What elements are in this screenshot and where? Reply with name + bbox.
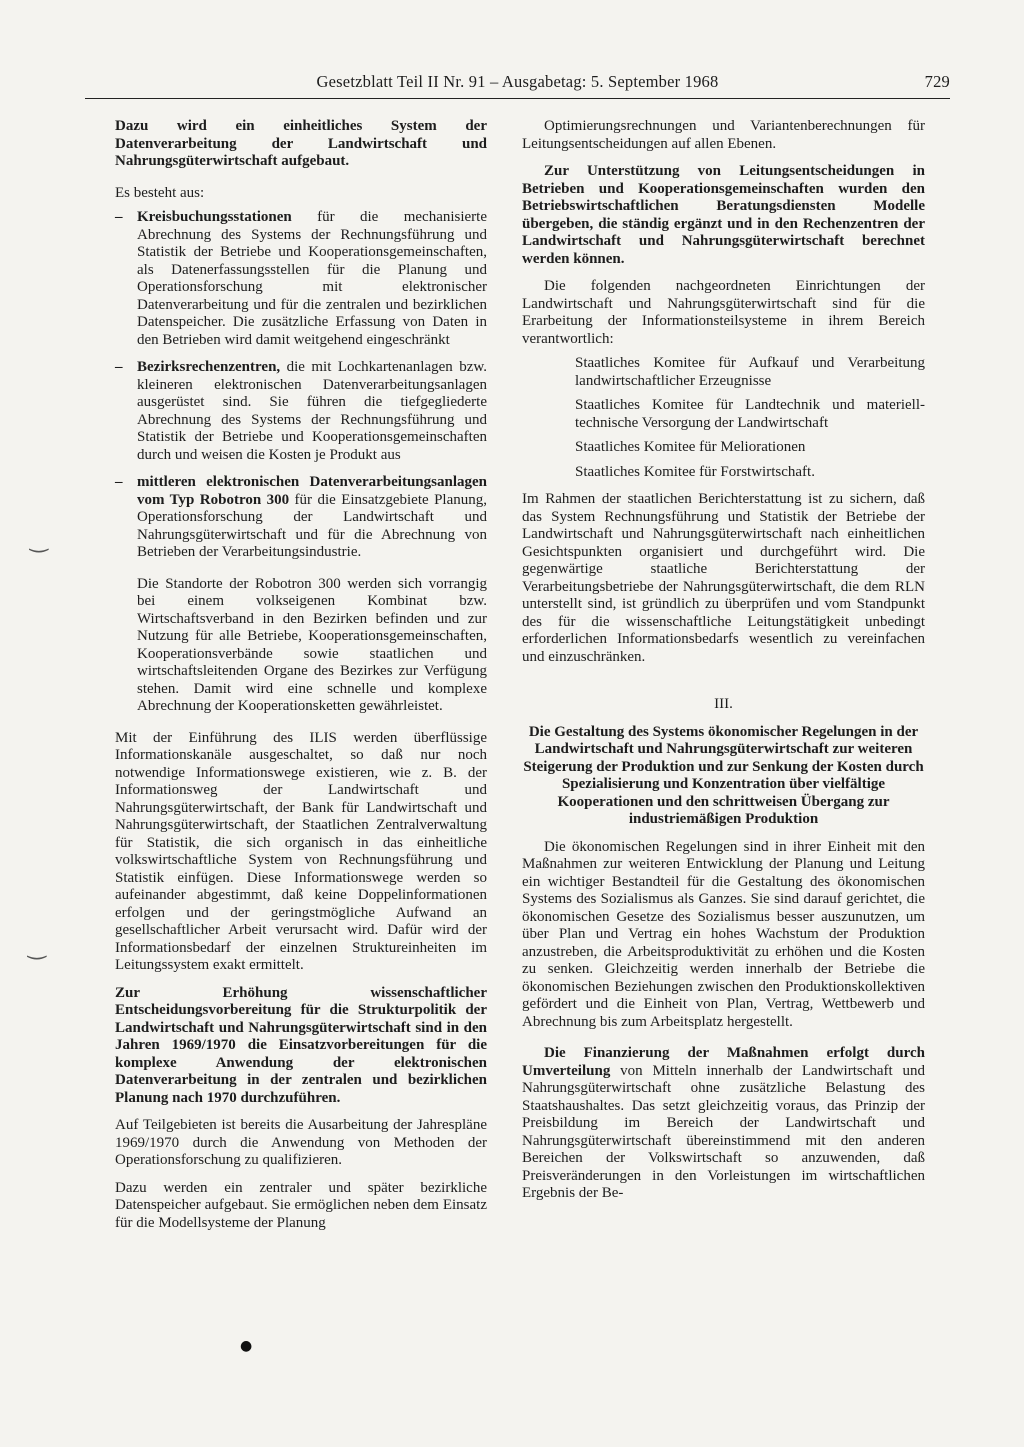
list-item: Staatliches Komitee für Landtechnik und materiell-technische Versorgung der Landwirtschaft (575, 397, 925, 431)
institutions-list (522, 355, 925, 481)
financing-paragraph (522, 1045, 925, 1203)
scan-dot: ● (240, 1338, 253, 1354)
decision-support-paragraph: Zur Unterstützung von Leitungsentscheidungen in Betrieben und Kooperationsgemeinschaften wurden den Betriebswirtschaftlichen Beratungsdiensten Modelle übergeben, die ständig ergänzt und in den Rechenzentren der Landwirtschaft und Nahrungsgüterwirtschaft berechnet werden können. (522, 163, 925, 267)
list-item (115, 359, 487, 464)
right-column (522, 118, 925, 1203)
robotron-paragraph: Die Standorte der Robotron 300 werden sich vorrangig bei einem volkseigenen Kombinat bzw. Wirtschaftsverband in den Bezirken befinden und zur Nutzung für alle Betriebe, Kooperationsgemeinschaften, Kooperationsverbände sowie staatlichen und wirtschaftsleitenden Organe des Bezirkes zur Verfügung stehen. Damit wird eine schnelle und komplexe Abrechnung der Kooperationsketten gewährleistet. (137, 575, 487, 714)
datenspeicher-paragraph: Dazu werden ein zentraler und später bezirkliche Datenspeicher aufgebaut. Sie ermöglichen neben dem Einsatz für die Modellsysteme der Planung (115, 1179, 487, 1231)
list-item (115, 209, 487, 349)
list-item (115, 474, 487, 562)
teilgebieten-paragraph: Auf Teilgebieten ist bereits die Ausarbeitung der Jahrespläne 1969/1970 durch die Anwendung von Methoden der Operationsforschung zu qualifizieren. (115, 1117, 487, 1168)
ilis-paragraph: Mit der Einführung des ILIS werden überflüssige Informationskanäle ausgeschaltet, so daß nur noch notwendige Informationswege existieren, wie z. B. der Informationsweg der Landwirtschaft und Nahrungsgüterwirtschaft, der Bank für Landwirtschaft und Nahrungsgüterwirtschaft, der Staatlichen Zentralverwaltung für Statistik, die sich organisch in das einheitliche volkswirtschaftliche System von Rechnungsführung und Statistik einfügen. Diese Informationswege werden so aufeinander abgestimmt, daß keine Doppelinformationen erfolgen und der geringstmögliche Aufwand an gesellschaftlicher Arbeit verursacht wird. Dafür wird der Informationsbedarf der einzelnen Struktureinheiten im Leitungssystem exakt ermittelt. (115, 729, 487, 973)
list-text: die mit Lochkartenanlagen bzw. kleineren elektronischen Datenverarbeitungsanlagen ausgerüstet sind. Sie führen die tiefgegliederte Abrechnung des Systems der Rechnungsführung und Statistik der Betriebe und Kooperationsgemeinschaften durch und weisen die Kosten je Produkt aus (137, 359, 487, 463)
list-text: für die Einsatzgebiete Planung, Operationsforschung der Landwirtschaft und Nahrungsgüterwirtschaft und für die Abrechnung von Betrieben der Verarbeitungsindustrie. (137, 491, 487, 560)
institutions-intro: Die folgenden nachgeordneten Einrichtungen der Landwirtschaft und Nahrungsgüterwirtschaft sind für die Erarbeitung der Informationsteilsysteme in ihrem Bereich verantwortlich: (522, 278, 925, 347)
list-text: für die mechanisierte Abrechnung des Systems der Rechnungsführung und Statistik der Betriebe und Kooperationsgemeinschaften, als Datenerfassungsstellen für die Planung und Operationsforschung mit elektronischer Datenverarbeitung und für die zentralen und bezirklichen Datenspeicher. Die zusätzliche Erfassung von Daten in den Betrieben wird damit weitgehend eingeschränkt (137, 209, 487, 348)
scan-mark: ‿ (30, 528, 48, 553)
list-term: Kreisbuchungsstationen (137, 209, 292, 225)
reporting-paragraph: Im Rahmen der staatlichen Berichterstattung ist zu sichern, daß das System Rechnungsführung und Statistik der Betriebe der Landwirtschaft und Nahrungsgüterwirtschaft nach einheitlichen Gesichtspunkten organisiert und durchgeführt wird. Die gegenwärtige staatliche Berichterstattung der Verarbeitungsbetriebe der Nahrungsgüterwirtschaft, die dem RLN unterstellt sind, ist gründlich zu überprüfen und vom Standpunkt des für die wissenschaftliche Leitungstätigkeit unbedingt erforderlichen Informationsbedarfs wesentlich zu vereinfachen und einzuschränken. (522, 491, 925, 665)
financing-bold: Die Finanzierung der Maßnahmen erfolgt durch Umverteilung (522, 1045, 925, 1079)
list-dash: – (115, 359, 123, 375)
consists-of-label: Es besteht aus: (115, 184, 205, 201)
section-heading: Die Gestaltung des Systems ökonomischer Regelungen in der Landwirtschaft und Nahrungsgüterwirtschaft zur weiteren Steigerung der Produktion und zur Senkung der Kosten durch Spezialisierung und Konzentration über vielfältige Kooperationen und den schrittweisen Übergang zur industriemäßigen Produktion (523, 723, 924, 827)
list-item: Staatliches Komitee für Forstwirtschaft. (575, 463, 815, 480)
section-number: III. (714, 696, 733, 712)
list-item: Staatliches Komitee für Aufkauf und Verarbeitung landwirtschaftlicher Erzeugnisse (575, 355, 925, 389)
regelungen-paragraph: Die ökonomischen Regelungen sind in ihrer Einheit mit den Maßnahmen zur weiteren Entwicklung der Planung und Leitung ein wichtiger Bestandteil für die Gestaltung des ökonomischen Systems des Sozialismus als Ganzes. Sie sind darauf gerichtet, die ökonomischen Gesetze des Sozialismus besser auszunutzen, um über Plan und Vertrag ein hohes Wachstum der Produktion anzustreben, die Arbeitsproduktivität zu erhöhen und die Kosten zu senken. Gleichzeitig werden innerhalb der Betriebe die ökonomischen Beziehungen zwischen den Produktionskollektiven gefördert und die Einheit von Plan, Vertrag, Wettbewerb und Abrechnung bis zum Arbeitsplatz hergestellt. (522, 838, 925, 1030)
list-item: Staatliches Komitee für Meliorationen (575, 439, 806, 455)
page-number: 729 (924, 72, 950, 91)
scan-mark: ‿ (28, 935, 46, 960)
list-term: Bezirksrechenzentren, (137, 359, 281, 375)
continuation-paragraph: Optimierungsrechnungen und Variantenberechnungen für Leitungsentscheidungen auf allen Ebenen. (522, 118, 925, 152)
page-header (85, 64, 950, 99)
financing-text: von Mitteln innerhalb der Landwirtschaft und Nahrungsgüterwirtschaft ohne zusätzliche Belastung des Staatshaushaltes. Das setzt gleichzeitig voraus, das Prinzip der Preisbildung im Bereich der Landwirtschaft und Nahrungsgüterwirtschaft übereinstimmend mit den anderen Bereichen der Volkswirtschaft so anzuwenden, daß Preisveränderungen in den Vorleistungen im wirtschaftlichen Ergebnis der Be- (522, 1062, 925, 1201)
list-dash: – (115, 209, 123, 225)
list-term: mittleren elektronischen Datenverarbeitungsanlagen vom Typ Robotron 300 (137, 474, 487, 508)
list-dash: – (115, 474, 123, 490)
left-column (115, 118, 487, 1232)
decision-preparation-paragraph: Zur Erhöhung wissenschaftlicher Entscheidungsvorbereitung für die Strukturpolitik der Landwirtschaft und Nahrungsgüterwirtschaft sind in den Jahren 1969/1970 die Einsatzvorbereitungen für die komplexe Anwendung der elektronischen Datenverarbeitung in der zentralen und bezirklichen Planung nach 1970 durchzuführen. (115, 984, 487, 1106)
intro-paragraph: Dazu wird ein einheitliches System der Datenverarbeitung der Landwirtschaft und Nahrungsgüterwirtschaft aufgebaut. (115, 118, 487, 169)
gazette-title: Gesetzblatt Teil II Nr. 91 – Ausgabetag: 5. September 1968 (316, 72, 719, 91)
